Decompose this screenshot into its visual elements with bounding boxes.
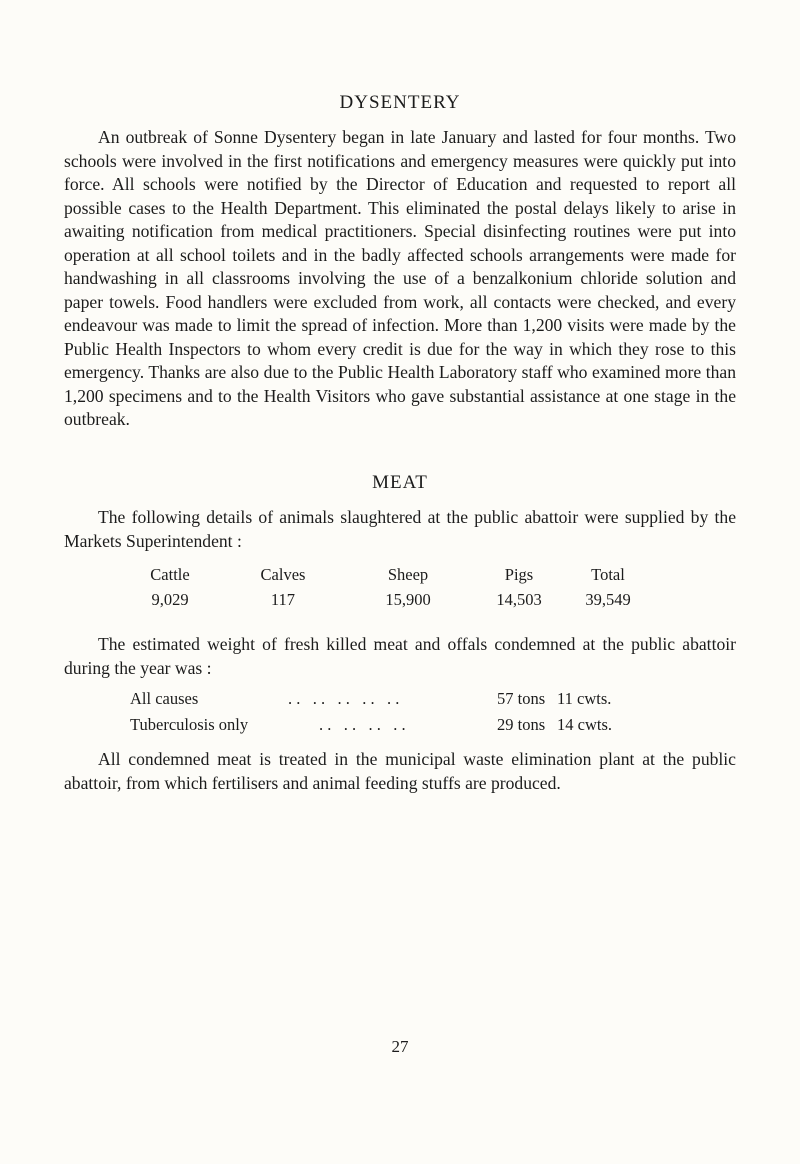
table-value-sheep: 15,900: [385, 590, 431, 609]
weight-intro-paragraph: The estimated weight of fresh killed meat and offals condemned at the public abattoir during the year was :: [64, 634, 736, 678]
condemned-tons: 57 tons: [497, 689, 546, 708]
table-header-pigs: Pigs: [504, 565, 534, 584]
table-value-cattle: 9,029: [151, 590, 189, 609]
table-value-total: 39,549: [585, 590, 631, 609]
dysentery-heading: DYSENTERY: [339, 92, 461, 113]
condemned-label: All causes: [130, 689, 199, 708]
table-header-sheep: Sheep: [387, 565, 429, 584]
dysentery-paragraph: An outbreak of Sonne Dysentery began in late January and lasted for four months. Two schools were involved in the first notifications and emergency measures were quickly put into force. All schools were notified by the Director of Education and requested to report all possible cases to the Health Department. This eliminated the postal delays likely to arise in awaiting notification from medical practitioners. Special disinfecting routines were put into operation at all school toilets and in the badly affected schools arrangements were made for handwashing in all classrooms involving the use of a benzalkonium chloride solution and paper towels. Food handlers were excluded from work, all contacts were checked, and every endeavour was made to limit the spread of infection. More than 1,200 visits were made by the Public Health Inspectors to whom every credit is due for the way in which they rose to this emergency. Thanks are also due to the Public Health Laboratory staff who examined more than 1,200 specimens and to the Health Visitors who gave substantial assistance at one stage in the outbreak.: [64, 127, 736, 429]
condemned-label: Tuberculosis only: [130, 715, 249, 734]
condemned-tons: 29 tons: [497, 715, 546, 734]
table-value-calves: 117: [270, 590, 296, 609]
table-header-calves: Calves: [260, 565, 306, 584]
slaughter-table: [0, 565, 800, 617]
dot-leader: . . . . . . . . . .: [288, 689, 400, 708]
condemned-row-tuberculosis: [0, 715, 800, 739]
condemned-cwts: 14 cwts.: [557, 715, 612, 734]
condemned-cwts: 11 cwts.: [557, 689, 612, 708]
slaughter-table-value-row: [0, 590, 800, 614]
slaughter-table-header-row: [0, 565, 800, 589]
condemned-row-all-causes: [0, 689, 800, 713]
page-number: 27: [391, 1037, 409, 1056]
table-header-total: Total: [591, 565, 625, 584]
meat-heading: MEAT: [372, 472, 428, 493]
dot-leader: . . . . . . . .: [319, 715, 406, 734]
meat-intro-paragraph: The following details of animals slaughtered at the public abattoir were supplied by the Markets Superintendent :: [64, 507, 736, 551]
closing-paragraph: All condemned meat is treated in the municipal waste elimination plant at the public abattoir, from which fertilisers and animal feeding stuffs are produced.: [64, 749, 736, 793]
condemned-weights: [0, 689, 800, 741]
table-value-pigs: 14,503: [496, 590, 542, 609]
table-header-cattle: Cattle: [150, 565, 190, 584]
